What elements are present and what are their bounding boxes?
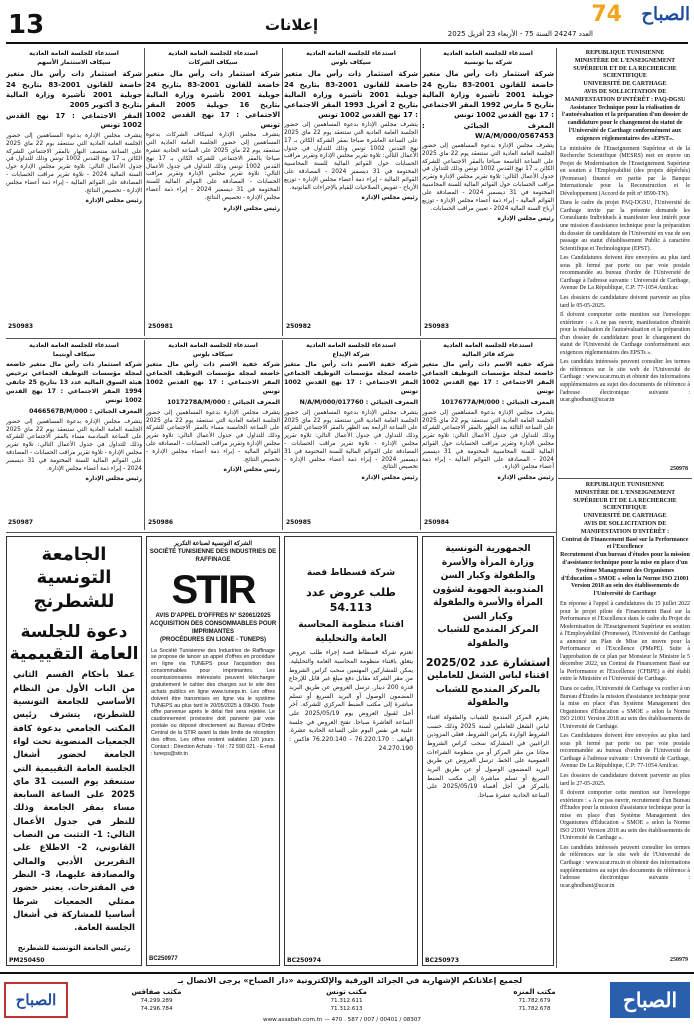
ad-code: 250984 bbox=[424, 518, 450, 526]
newspaper-logo: الصباح bbox=[641, 4, 690, 25]
notice-body: يتشرف مجلس الإدارة بدعوة المساهمين إلى حضور الجلسة العامة العادية التي ستنعقد يوم 22 ماي 2025 على الساعة الخامسة مساء بالمقر الاجتماعي للشركة وذلك للتداول في جدول الأعمال التالي: تلاوة تقرير مجلس الإدارة وتقرير مراقب الحسابات - المصادقة على القوائم المالية - إبراء ذمة أعضاء مجلس الإدارة - تخصيص النتائج. bbox=[146, 409, 280, 463]
logo-number: 74 bbox=[591, 2, 622, 27]
notice-body: يتشرف مجلس الإدارة بدعوة المساهمين إلى حضور الجلسة العامة العادية التي ستنعقد يوم 22 ماي 2025 على الساعة العاشرة صباحا بمقر الشركة الكائن بـ 17 نهج القدس 1002 تونس وذلك للتداول في جدول الأعمال التالي: تلاوة تقرير مجلس الإدارة وتقرير مراقب الحسابات حول القوائم المالية للسنة المحاسبية المختومة في 31 ديسمبر 2024 - المصادقة على القوائم المالية - إبراء ذمة أعضاء مجلس الإدارة - توزيع الأرباح - تفويض الصلاحيات للقيام بالإجراءات القانونية. bbox=[284, 122, 418, 191]
notice-heading: استدعاء للجلسة العامة العادية bbox=[306, 50, 396, 57]
notice-body: يتشرف مجلس الإدارة بدعوة المساهمين إلى حضور الجلسة العامة العادية التي ستنعقد يوم 22 ماي 2025 على الساعة منتصف النهار بالمقر الاجتماعي للشركة الكائن بـ 17 نهج القدس 1002 تونس وذلك للتداول في جدول الأعمال التالي: تلاوة تقرير مجلس الإدارة حول السنة المالية 2024 - تلاوة تقرير مراقب الحسابات - المصادقة على القوائم المالية - إبراء ذمة أعضاء مجلس الإدارة - تخصيص النتائج. bbox=[6, 132, 142, 194]
signature: رئيس مجلس الإدارة bbox=[497, 475, 554, 482]
ad-code: BC250974 bbox=[287, 957, 322, 964]
ministry-line-1: الجمهورية التونسية bbox=[445, 544, 531, 554]
french-notice-para: Les dossiers de candidature doivent parvenir au plus tard le 27-05-2025. bbox=[560, 772, 690, 787]
column-divider bbox=[420, 340, 421, 530]
tender-subject: اقتناء منظومة المحاسبة العامة والتحليلية bbox=[298, 620, 404, 644]
footer-contacts: 08307 / 00401 / 007 / 587 . 470 — www.assabah.com.tn bbox=[263, 1017, 421, 1023]
consultation-body: يعتزم المركز المندمج للشباب والطفولة اقتناء لباس الشغل للعاملين لسنة 2025 وذلك حسب الشروط الواردة بكراس الشروط. فعلى المزودين الراغبين في المشاركة سحب كراس الشروط مجانا من مقر المركز أو من منظومة الشراءات العمومية على الخط. ترسل العروض عن طريق البريد المضمون الوصول أو عن طريق البريد السريع أو تسلم مباشرة إلى مكتب الضبط بالمركز في أجل أقصاه 2025/05/19 على الساعة الحادية عشرة صباحا. bbox=[427, 713, 549, 800]
notice-heading: استدعاء للجلسة العامة العادية bbox=[306, 342, 396, 349]
row-divider bbox=[6, 532, 556, 533]
notice-r2-1 bbox=[422, 342, 554, 528]
tax-id: المعرف الجبائي : 0567453/W/A/M/000 bbox=[422, 122, 554, 140]
tender-company: شركة قسطاط فصة bbox=[306, 568, 396, 578]
ad-code: 250983 bbox=[424, 322, 450, 330]
ad-code: 250981 bbox=[148, 322, 174, 330]
head-office: المقر الاجتماعي : 17 نهج القدس 1002 تونس bbox=[6, 112, 142, 130]
french-notice-para: Les candidats intéressés peuvent consulter les termes de références sur le site web de l'Université de Carthage : www.ucar.rnu.tn et obtenir des informations supplémentaires au sujet des documents de référence à l'adresse électronique suivante : ucar.ghodbani@ucar.tn bbox=[560, 844, 690, 889]
tax-id: المعرف الجبائي : 1017677A/M/000 bbox=[441, 399, 554, 407]
office-fax: 71.312.613 bbox=[330, 1005, 363, 1012]
signature: رئيس مجلس الإدارة bbox=[361, 195, 418, 202]
ministry-ad bbox=[422, 536, 554, 966]
french-notice-title: RÉPUBLIQUE TUNISIENNE MINISTÈRE DE L'ENSEIGNEMENT SUPÉRIEUR ET DE LA RECHERCHE SCIENTIFIQUE UNIVERSITÉ DE CARTHAGE AVIS DE SOLLICITATION DE MANIFESTATION D'INTÉRÊT : Contrat de Financement Basé sur la Performance et l'Excellence Recrutement d'un bureau d'études pour la mission d'assistance technique pour la mise en place d'un Système Management des Organismes d'Éducation « SMOE » selon la Norme ISO 21001 Version 2018 au sein des établissements de l'Université de Carthage bbox=[560, 482, 690, 598]
stir-name-fr: SOCIÉTÉ TUNISIENNE DES INDUSTRIES DE RAFFINAGE bbox=[149, 548, 277, 563]
notice-r1-4 bbox=[6, 50, 142, 332]
ad-code: 250987 bbox=[8, 518, 34, 526]
company-details: شركة استثمار ذات رأس مال متغير خاضعة للقانون 2001-83 بتاريخ 24 جويلية 2001 تأشيرة وزارة المالية بتاريخ 3 أكتوبر 2005 bbox=[6, 70, 142, 109]
notice-body: يتشرف مجلس الإدارة بدعوة المساهمين إلى حضور الجلسة العامة العادية التي ستنعقد يوم 22 ماي 2025 على الساعة الرابعة بعد الظهر بالمقر الاجتماعي للشركة وذلك للتداول في جدول الأعمال التالي: تلاوة تقرير مجلس الإدارة - تلاوة تقرير مراقب الحسابات - المصادقة على القوائم المالية للسنة المختومة في 31 ديسمبر 2024 - إبراء ذمة أعضاء مجلس الإدارة - تخصيص النتائج. bbox=[284, 409, 418, 471]
stir-name-ar: الشركة التونسية لصناعة التكرير bbox=[173, 541, 253, 547]
ministry-line-2: وزارة المرأة والأسرة والطفولة وكبار السن bbox=[440, 557, 536, 581]
company-details: شركة استثمار ذات رأس مال متغير خاضعة لمجلة مؤسسات التوظيف الجماعي ترخيص هيئة السوق المالية عدد 13 بتاريخ 25 جانفي 1994 المقر الاجتماعي : 17 نهج القدس 1002 تونس bbox=[6, 361, 142, 405]
ad-code: 250982 bbox=[286, 322, 312, 330]
french-notice-para: Les candidats intéressés peuvent consulter les termes de références sur le site web de l'Université de Carthage : www.ucar.rnu.tn et obtenir des informations supplémentaires au sujet des documents de référence à l'adresse électronique suivante : ucar.ghodbani@ucar.tn bbox=[560, 359, 690, 404]
column-divider bbox=[282, 48, 283, 336]
page-number: 13 bbox=[8, 10, 45, 40]
french-notice-1 bbox=[560, 50, 690, 475]
column-divider bbox=[144, 340, 145, 530]
company-details: شركة خفية الاسم ذات رأس مال متغير خاضعة لمجلة مؤسسات التوظيف الجماعي المقر الاجتماعي : 17 نهج القدس 1002 تونس bbox=[422, 361, 554, 396]
signature: رئيس مجلس الإدارة bbox=[497, 216, 554, 223]
company-details: شركة استثمار ذات رأس مال متغير خاضعة للقانون 2001-83 بتاريخ 24 جويلية 2001 تأشيرة وزارة المالية بتاريخ 5 مارس 1992 المقر الاجتماعي : 17 نهج القدس 1002 تونس bbox=[422, 70, 554, 120]
tender-ad bbox=[284, 536, 418, 966]
tax-id: المعرف الجبائي : 1017278A/M/000 bbox=[167, 399, 280, 407]
notice-heading: استدعاء للجلسة العامة العادية bbox=[168, 50, 258, 57]
company-name: سيكاف الشركات bbox=[188, 59, 238, 67]
ad-code: 250983 bbox=[8, 322, 34, 330]
notice-body: يتشرف مجلس الإدارة بدعوة المساهمين إلى حضور الجلسة العامة العادية التي ستنعقد يوم 22 ماي 2025 على الساعة التاسعة صباحا بالمقر الاجتماعي للشركة الكائن بـ 17 نهج القدس 1002 تونس وذلك للتداول في جدول الأعمال التالي: تلاوة تقرير مجلس الإدارة وتقرير مراقب الحسابات حول القوائم المالية للسنة المحاسبية المختومة في 31 ديسمبر 2024 - المصادقة على القوائم المالية - إبراء ذمة أعضاء مجلس الإدارة - توزيع أرباح السنة المالية 2024 - تعيين مراقب الحسابات. bbox=[422, 143, 554, 212]
office-phone: 74.299.289 bbox=[140, 997, 173, 1004]
office-name: مكتب المنزه bbox=[513, 988, 556, 996]
consultation-title: استشارة عدد 2025/02 bbox=[425, 656, 551, 669]
notice-body: يتشرف مجلس الإدارة لسيكاف الشركات بدعوة المساهمين إلى حضور الجلسة العامة العادية التي ستنعقد يوم 22 ماي 2025 على الساعة الحادية عشرة صباحا بالمقر الاجتماعي للشركة الكائن بـ 17 نهج القدس 1002 تونس وذلك للتداول في جدول الأعمال التالي: تلاوة تقرير مجلس الإدارة وتقرير مراقب الحسابات - المصادقة على القوائم المالية للسنة المختومة في 31 ديسمبر 2024 - إبراء ذمة أعضاء مجلس الإدارة - تخصيص النتائج. bbox=[146, 132, 280, 201]
ad-code: 250979 bbox=[670, 957, 688, 964]
company-details: شركة استثمار ذات رأس مال متغير خاضعة للقانون 2001-83 بتاريخ 24 جويلية 2001 تأشيرة وزارة المالية بتاريخ 16 جويلية 2005 المقر الاجتماعي : 17 نهج القدس 1002 تونس bbox=[146, 70, 280, 130]
column-divider bbox=[556, 48, 557, 968]
column-divider bbox=[420, 48, 421, 336]
signature: رئيس مجلس الإدارة bbox=[223, 467, 280, 474]
tender-procedure: (PROCÉDURES EN LIGNE - TUNEPS) bbox=[159, 636, 266, 643]
notice-r2-3 bbox=[146, 342, 280, 528]
notice-r2-2 bbox=[284, 342, 418, 528]
header-rule bbox=[6, 42, 688, 44]
company-name: شركة فائز المالية bbox=[461, 351, 515, 359]
french-notice-para: Le ministère de l'Enseignement Supérieur et de la Recherche Scientifique (MESRS) met en œuvre un Projet de Modernisation de l'Enseignement Supérieur en soutien à l'Employabilité (des projets dépêchés) (Promesse) financé en partie par la Banque Internationale pour la Reconstruction et le Développement (Accord de prêt n° 8590-TN). bbox=[560, 145, 690, 197]
notice-body: يتشرف مجلس الإدارة بدعوة المساهمين إلى حضور الجلسة العامة العادية التي ستنعقد يوم 22 ماي 2025 على الساعة الثالثة بعد الظهر بالمقر الاجتماعي للشركة وذلك للتداول في جدول الأعمال التالي: تلاوة تقرير مجلس الإدارة وتقرير مراقب الحسابات حول القوائم المالية للسنة المحاسبية المختومة في 31 ديسمبر 2024 - المصادقة على القوائم المالية - إبراء ذمة أعضاء مجلس الإدارة. bbox=[422, 409, 554, 471]
tender-subject: ACQUISITION DES CONSOMMABLES POUR IMPRIMANTES bbox=[149, 621, 277, 635]
french-notice-para: En réponse à l'appel à candidatures du 15 juillet 2022 pour le projet pilote de Financement Basé sur la Performance et l'Excellence dans le cadre du Projet de Modernisation de l'Enseignement Supérieur en soutien à l'Employabilité (Promesse), l'Université de Carthage a annoncé un Plan de Mise en œuvre pour la Performance et l'Excellence (PMePE). Suite à l'approbation de ce plan par Monsieur le Ministre le 5 décembre 2022, un Contrat de Financement Basé sur la Performance et l'Excellence (CFBPE) a été établi entre le Ministère et l'Université de Carthage. bbox=[560, 600, 690, 683]
notice-heading: استدعاء للجلسة العامة العادية bbox=[29, 50, 119, 57]
office-3 bbox=[89, 988, 224, 1013]
stir-logo: STIR bbox=[171, 568, 255, 613]
signature: رئيس مجلس الإدارة bbox=[223, 205, 280, 212]
signature: رئيس الجامعة التونسية للشطرنج bbox=[17, 943, 131, 952]
ministry-line-3: المندوبية الجهوية لشؤون المرأة والأسرة والطفولة وكبار السن bbox=[432, 584, 544, 622]
tender-number: طلب عروض عدد 54.113 bbox=[306, 585, 396, 614]
tender-body: تعتزم شركة قسطاط فصة إجراء طلب عروض يتعلق باقتناء منظومة المحاسبة العامة والتحليلية. يمكن للمشاركين المهتمين سحب كراس الشروط من مقر الشركة مقابل دفع مبلغ غير قابل للإرجاع قدره 200 دينار. ترسل العروض عن طريق البريد المضمون الوصول أو البريد السريع أو تسلم مباشرة إلى مكتب الضبط المركزي للشركة. آخر أجل لقبول العروض يوم 2025/05/19 على الساعة العاشرة صباحا. تفتح العروض في جلسة علنية في نفس اليوم على الساعة الحادية عشرة. الهاتف : 76.220.170 - 76.220.140 فاكس : 24.270.190 bbox=[289, 649, 413, 752]
ad-code: 250986 bbox=[148, 518, 174, 526]
company-details: شركة خفية الاسم ذات رأس مال متغير خاضعة لمجلة مؤسسات التوظيف الجماعي المقر الاجتماعي : 17 نهج القدس 1002 تونس bbox=[146, 361, 280, 396]
french-notice-2 bbox=[560, 482, 690, 966]
office-name: مكتب صفاقس bbox=[131, 988, 182, 996]
consultation-subtitle: اقتناء لباس الشغل للعاملين بالمركز المندمج للشباب والطفولة bbox=[427, 671, 549, 709]
company-name: شركة الإيداع bbox=[332, 351, 370, 359]
company-name: سيكاف بلوس bbox=[193, 351, 233, 359]
french-notice-para: Il doivent comporter cette mention sur l'enveloppe extérieure : « A ne pas ouvrir, manifestation d'intérêt pour la réalisation de l'autoévaluation et la préparation d'un dossier de candidature pour le changement du statut de l'Université de Carthage conformément aux exigences réglementaires des EPSTs ». bbox=[560, 312, 690, 356]
ad-code: 250985 bbox=[286, 518, 312, 526]
office-phone: 71.312.611 bbox=[330, 997, 363, 1004]
office-phone: 71.782.679 bbox=[518, 997, 551, 1004]
tax-id: المعرف الجبائي : 0466567B/M/000 bbox=[29, 408, 142, 416]
french-notice-para: Les Candidatures doivent être envoyées au plus tard sous pli fermé par porte ou par voie postale recommandée au bureau d'ordre de l'Université de Carthage à l'adresse suivante : Université de Carthage, Avenue De La République, C.P: 77-1054 Amilcar. bbox=[560, 733, 690, 770]
notice-heading: استدعاء للجلسة العامة العادية bbox=[443, 50, 533, 57]
chess-federation-ad bbox=[6, 536, 142, 966]
french-notice-para: Il doivent comporter cette mention sur l'enveloppe extérieure : « A ne pas ouvrir, recrutement d'un Bureau d'Études pour la mission d'assistance technique pour la mise en place d'un Système Management des Organismes d'Éducation « SMOE » selon la Norme ISO 21001 Version 2018 au sein des établissements de l'Université de Carthage ». bbox=[560, 790, 690, 842]
page-footer bbox=[0, 972, 694, 1025]
notice-r1-2 bbox=[284, 50, 418, 332]
federation-name: الجامعة التونسية للشطرنج bbox=[33, 544, 115, 612]
french-notice-para: Dans le cadre du projet PAQ-DGSU, l'Université de Carthage invite par la présente demande les Consultants Individuels à manifester leur intérêt pour une mission d'assistance technique pour la préparation du dossier de candidature de l'Université en vue de son passage au statut d'établissement Public à caractère Scientifique et Technologique (EPST). bbox=[560, 200, 690, 252]
ad-code: BC250977 bbox=[149, 956, 178, 963]
french-notice-title: RÉPUBLIQUE TUNISIENNE MINISTÈRE DE L'ENSEIGNEMENT SUPÉRIEUR ET DE LA RECHERCHE SCIENTIFIQUE UNIVERSITÉ DE CARTHAGE AVIS DE SOLLICITATION DE MANIFESTATION D'INTÉRÊT : PAQ-DGSU Assistance Technique pour la réalisation de l'autoévaluation et la préparation d'un dossier de candidature pour le changement du statut de l'Université de Carthage conformément aux exigences réglementaires des «EPST». bbox=[562, 50, 688, 142]
notice-r2-4 bbox=[6, 342, 142, 528]
french-notice-para: Les Candidatures doivent être envoyées au plus tard sous pli fermé par porte ou par voie postale recommandée au bureau d'ordre de l'Université de Carthage à l'adresse suivante : Université de Carthage, Avenue De La République, C.P: 77-1054 Amilcar. bbox=[560, 255, 690, 292]
signature: رئيس مجلس الإدارة bbox=[85, 198, 142, 205]
signature: رئيس مجلس الإدارة bbox=[361, 475, 418, 482]
footer-logo-left: الصباح bbox=[4, 982, 68, 1018]
column-divider bbox=[144, 48, 145, 336]
company-name: سيكاف بلوس bbox=[331, 59, 371, 67]
office-fax: 71.782.678 bbox=[518, 1005, 551, 1012]
issue-line: العدد 24247 السنة 75 - الأربعاء 23 أفريل 2025 bbox=[447, 30, 593, 38]
ad-code: PM250450 bbox=[9, 957, 45, 964]
notice-heading: استدعاء للجلسة العامة العادية bbox=[168, 342, 258, 349]
tax-id: المعرف الجبائي : 017760/N/A/M/000 bbox=[299, 399, 418, 407]
company-name: سيكاف أوبتيما bbox=[52, 351, 96, 359]
row-divider bbox=[6, 338, 556, 339]
tender-title: AVIS D'APPEL D'OFFRES N° S2061/2025 bbox=[155, 613, 271, 620]
notice-heading: استدعاء للجلسة العامة العادية bbox=[29, 342, 119, 349]
ad-code: BC250973 bbox=[425, 957, 460, 964]
notice-r1-3 bbox=[146, 50, 280, 332]
company-name: شركة بيا تونسية bbox=[463, 59, 513, 67]
french-notice-para: Les dossiers de candidature doivent parvenir au plus tard le 05-05-2025. bbox=[560, 294, 690, 309]
divider bbox=[558, 478, 692, 479]
meeting-body: عملا بأحكام القسم الثاني من الباب الأول من النظام الأساسي للجامعة التونسية للشطرنج، يتشرف رئيس المكتب الجامعي بدعوة كافة الجمعيات المنضوية تحت لواء الجامعة لحضور أشغال الجلسة العامة التقييمية التي ستنعقد يوم السبت 31 ماي 2025 على الساعة السابعة مساء بمقر الجامعة وذلك للنظر في جدول الأعمال التالي: 1- التثبت من النصاب القانوني، 2- الاطلاع على التقريرين الأدبي والمالي والمصادقة عليهما، 3- النظر في المقترحات. يعتبر حضور ممثلي الجمعيات شرطا أساسيا للمشاركة في أشغال الجلسة العامة. bbox=[13, 670, 135, 934]
ministry-line-4: المركز المندمج للشباب والطفولة bbox=[437, 625, 539, 649]
notice-r1-1 bbox=[422, 50, 554, 332]
notice-heading: استدعاء للجلسة العامة العادية bbox=[443, 342, 533, 349]
office-name: مكتب تونس bbox=[326, 988, 367, 996]
notice-body: يتشرف مجلس الإدارة بدعوة المساهمين إلى حضور الجلسة العامة العادية التي ستنعقد يوم 22 ماي 2025 على الساعة السادسة مساء بالمقر الاجتماعي للشركة وذلك للتداول في جدول الأعمال التالي: تلاوة تقرير مجلس الإدارة - تلاوة تقرير مراقب الحسابات - المصادقة على القوائم المالية للسنة المختومة في 31 ديسمبر 2024 - إبراء ذمة أعضاء مجلس الإدارة. bbox=[6, 418, 142, 472]
page-header bbox=[0, 0, 694, 44]
section-title: إعلانات bbox=[265, 16, 319, 34]
company-details: شركة خفية الاسم ذات رأس مال متغير خاضعة لمجلة مؤسسات التوظيف الجماعي المقر الاجتماعي : 17 نهج القدس 1002 تونس bbox=[284, 361, 418, 396]
french-notice-para: Dans ce cadre, l'Université de Carthage va confier à un Bureau d'Études la mission d'assistance technique pour la mise en place d'un Système Management des Organismes d'Éducation « SMOE » selon la Norme ISO 21001 Version 2018 au sein des établissements de l'Université de Carthage. bbox=[560, 685, 690, 730]
signature: رئيس مجلس الإدارة bbox=[85, 476, 142, 483]
meeting-title: دعوة للجلسة العامة التقييمية bbox=[9, 622, 139, 665]
stir-ad bbox=[146, 536, 280, 966]
ad-code: 250978 bbox=[670, 466, 688, 473]
footer-slogan: لجميع إعلاناتكم الإشهارية في الجرائد الورقية والإلكترونية «دار الصباح» يرجى الاتصال بـ bbox=[177, 976, 523, 985]
office-2 bbox=[279, 988, 414, 1013]
tender-body: La Société Tunisienne des Industries de Raffinage se propose de lancer un appel d'offres en procédure en ligne via TUNEPS pour l'acquisition des consommables pour imprimantes. Les soumissionnaires intéressés peuvent télécharger gratuitement le cahier des charges sur le site des achats publics en ligne www.tuneps.tn. Les offres doivent être transmises en ligne via le système TUNEPS au plus tard le 20/05/2025 à 09H30. Toute offre parvenue après le délai fixé sera rejetée. Le cautionnement provisoire doit parvenir par voie postale ou déposé directement au Bureau d'Ordre Central de la STIR avant la date limite de réception des offres. Les offres restent valables 120 jours. Contact : Direction Achats - Tél : 72 590 021 - E-mail : tuneps@stir.tn bbox=[151, 647, 275, 757]
column-divider bbox=[282, 340, 283, 530]
footer-logo-right: الصباح bbox=[610, 982, 690, 1018]
company-name: سيكاف الاستثمار الأسهم bbox=[37, 59, 111, 67]
company-details: شركة استثمار ذات رأس مال متغير خاضعة للقانون 2001-83 بتاريخ 24 جويلية 2001 تأشيرة وزارة المالية بتاريخ 2 أفريل 1993 المقر الاجتماعي : 17 نهج القدس 1002 تونس bbox=[284, 70, 418, 120]
office-1 bbox=[467, 988, 602, 1013]
office-fax: 74.296.784 bbox=[140, 1005, 173, 1012]
